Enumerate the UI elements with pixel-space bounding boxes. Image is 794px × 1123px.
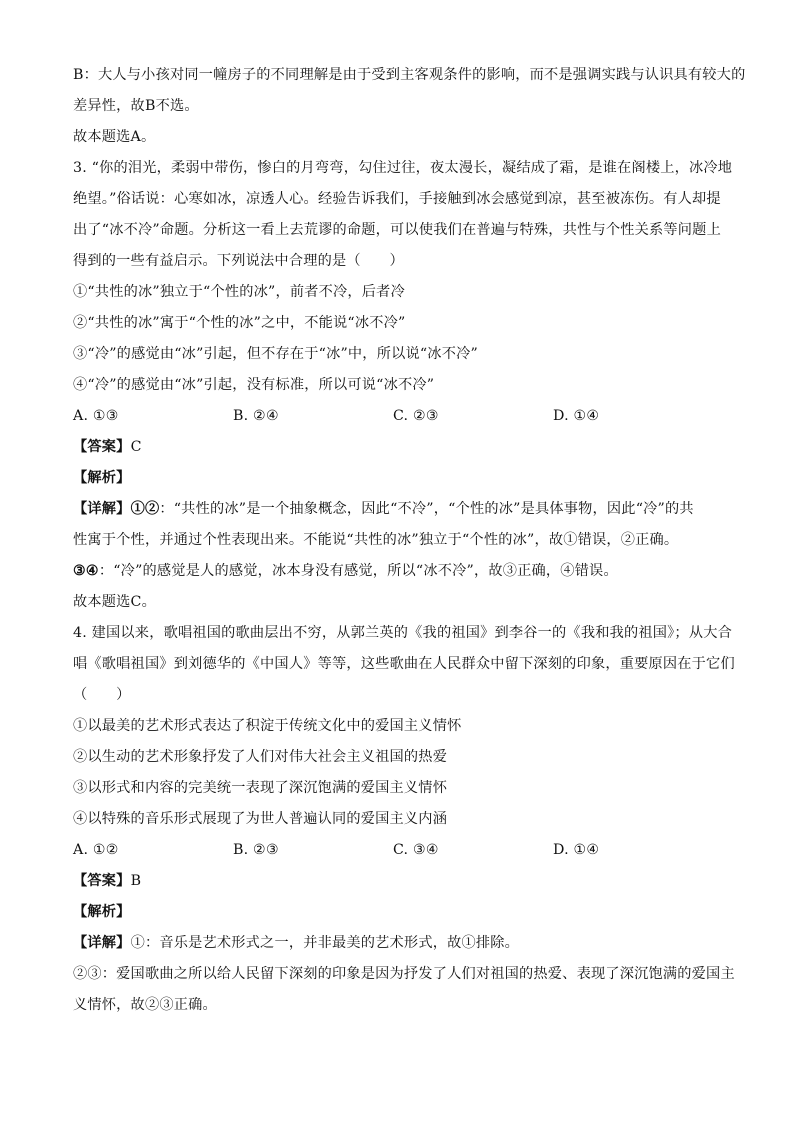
answer-label: 【答案】: [73, 873, 131, 889]
option-c: C. ②③: [393, 408, 439, 424]
statement-4: ④“冷”的感觉由“冰”引起，没有标准，所以可说“冰不冷”: [73, 377, 435, 393]
detail-text: ：“冷”的感觉是人的感觉，冰本身没有感觉，所以“冰不冷”，故③正确，④错误。: [98, 563, 618, 579]
text-line: 出了“冰不冷”命题。分析这一看上去荒谬的命题，可以使我们在普遍与特殊，共性与个性关系等问题上: [73, 222, 721, 238]
option-d: D. ①④: [553, 842, 600, 858]
q3-analysis-label: 【解析】: [73, 470, 131, 486]
q3-detail: [73, 494, 723, 525]
detail-lead: ③④: [73, 563, 99, 579]
text-line: 唱《歌唱祖国》到刘德华的《中国人》等等，这些歌曲在人民群众中留下深刻的印象，重要原因在于它们: [73, 656, 735, 672]
statement-4: ④以特殊的音乐形式展现了为世人普遍认同的爱国主义内涵: [73, 811, 448, 827]
statement-2: ②以生动的艺术形象抒发了人们对伟大社会主义祖国的热爱: [73, 749, 448, 765]
q4-answer: [73, 866, 723, 897]
detail-lead: ①②: [130, 501, 160, 517]
q3-options: [73, 401, 723, 432]
text-line: ②③：爱国歌曲之所以给人民留下深刻的印象是因为抒发了人们对祖国的热爱、表现了深沉饱满的爱国主: [73, 966, 735, 982]
text-line: 义情怀，故②③正确。: [73, 997, 217, 1013]
q4-options: [73, 835, 723, 866]
detail-label: 【详解】: [73, 501, 131, 517]
text-line: 得到的一些有益启示。下列说法中合理的是（ ）: [73, 253, 404, 269]
option-d: D. ①④: [553, 408, 600, 424]
answer-value: B: [130, 873, 142, 889]
text-line: 差异性，故B不选。: [73, 98, 199, 114]
q4-analysis-label: 【解析】: [73, 904, 131, 920]
statement-1: ①以最美的艺术形式表达了积淀于传统文化中的爱国主义情怀: [73, 718, 462, 734]
text-line: 故本题选A。: [73, 129, 156, 145]
answer-value: C: [130, 439, 142, 455]
detail-text: ：“共性的冰”是一个抽象概念，因此“不冷”，“个性的冰”是具体事物，因此“冷”的共: [159, 501, 694, 517]
statement-2: ②“共性的冰”寓于“个性的冰”之中，不能说“冰不冷”: [73, 315, 406, 331]
option-a: A. ①②: [73, 842, 119, 858]
q4-detail: [73, 928, 723, 959]
document-page: [73, 60, 746, 1021]
answer-label: 【答案】: [73, 439, 131, 455]
option-b: B. ②④: [233, 408, 279, 424]
option-b: B. ②③: [233, 842, 279, 858]
text-line: 绝望。”俗话说：心寒如冰，凉透人心。经验告诉我们，手接触到冰会感觉到凉，甚至被冻伤。有人却提: [73, 191, 721, 207]
statement-3: ③以形式和内容的完美统一表现了深沉饱满的爱国主义情怀: [73, 780, 448, 796]
detail-label: 【详解】: [73, 935, 131, 951]
option-c: C. ③④: [393, 842, 439, 858]
text-line: （ ）: [73, 687, 131, 703]
detail-text: ①：音乐是艺术形式之一，并非最美的艺术形式，故①排除。: [130, 935, 520, 951]
text-line: 性寓于个性，并通过个性表现出来。不能说“共性的冰”独立于“个性的冰”，故①错误，②正确。: [73, 532, 679, 548]
question-3-stem: 3. “你的泪光，柔弱中带伤，惨白的月弯弯，勾住过往，夜太漫长，凝结成了霜，是谁在阁楼上，冰冷地: [73, 160, 733, 176]
q3-detail-2: [73, 556, 723, 587]
q3-answer: [73, 432, 723, 463]
question-4-stem: 4. 建国以来，歌唱祖国的歌曲层出不穷，从郭兰英的《我的祖国》到李谷一的《我和我的祖国》；从大合: [73, 625, 732, 641]
option-a: A. ①③: [73, 408, 119, 424]
q3-conclusion: 故本题选C。: [73, 594, 156, 610]
statement-3: ③“冷”的感觉由“冰”引起，但不存在于“冰”中，所以说“冰不冷”: [73, 346, 478, 362]
statement-1: ①“共性的冰”独立于“个性的冰”，前者不冷，后者冷: [73, 284, 405, 300]
text-line: B：大人与小孩对同一幢房子的不同理解是由于受到主客观条件的影响，而不是强调实践与认识具有较大的: [73, 67, 746, 83]
